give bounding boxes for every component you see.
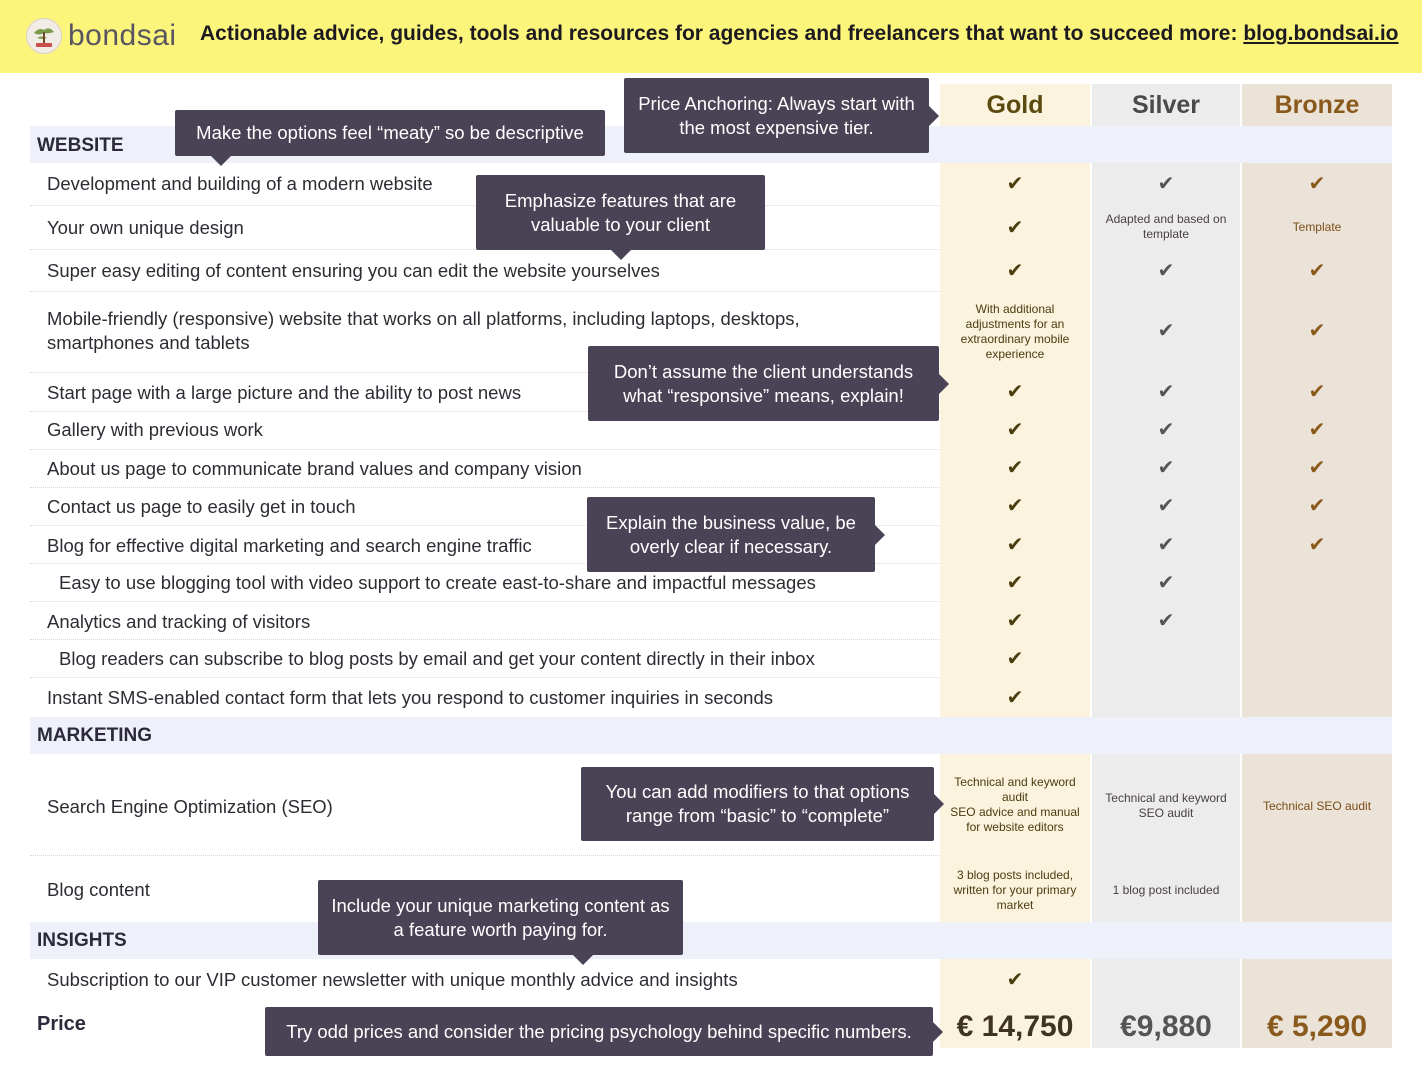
silver-note: Technical and keyword SEO audit (1105, 791, 1227, 820)
callout-business-value: Explain the business value, be overly clear if necessary. (587, 497, 875, 572)
bronze-check-icon: ✔ (1308, 533, 1326, 556)
silver-note: Adapted and based on template (1105, 212, 1227, 241)
feature-label: Easy to use blogging tool with video support to create east-to-share and impactful messages (59, 572, 816, 593)
tier-header-bronze: Bronze (1274, 91, 1360, 119)
bronze-note: Technical SEO audit (1262, 798, 1372, 813)
gold-check-icon: ✔ (1006, 533, 1024, 556)
gold-check-icon: ✔ (1006, 172, 1024, 195)
silver-price: €9,880 (1120, 1010, 1212, 1043)
silver-check-icon: ✔ (1157, 319, 1175, 342)
row-divider (30, 677, 940, 678)
feature-label: Instant SMS-enabled contact form that lets you respond to customer inquiries in seconds (47, 687, 773, 708)
feature-label: Search Engine Optimization (SEO) (47, 796, 333, 817)
gold-check-icon: ✔ (1006, 216, 1024, 239)
row-divider (30, 291, 940, 292)
callout-modifiers: You can add modifiers to that options range from “basic” to “complete” (581, 767, 934, 841)
gold-check-icon: ✔ (1006, 609, 1024, 632)
gold-check-icon: ✔ (1006, 571, 1024, 594)
tagline-text: Actionable advice, guides, tools and resources for agencies and freelancers that want to succeed more: (200, 22, 1244, 45)
bronze-note: Template (1292, 219, 1342, 234)
row-divider (30, 639, 940, 640)
logo-wordmark: bondsai (68, 19, 177, 52)
bronze-check-icon: ✔ (1308, 319, 1326, 342)
silver-check-icon: ✔ (1157, 494, 1175, 517)
silver-check-icon: ✔ (1157, 172, 1175, 195)
price-label: Price (37, 1013, 86, 1035)
feature-label: Subscription to our VIP customer newsletter with unique monthly advice and insights (47, 969, 738, 990)
insights-section-band (30, 922, 1392, 959)
bronze-price: € 5,290 (1266, 1010, 1368, 1043)
bondsai-logo[interactable] (26, 16, 177, 56)
callout-price-anchoring: Price Anchoring: Always start with the most expensive tier. (624, 78, 929, 153)
gold-note: 3 blog posts included, written for your primary market (953, 867, 1077, 912)
gold-note: Technical and keyword audit SEO advice and manual for website editors (950, 775, 1080, 834)
bronze-check-icon: ✔ (1308, 259, 1326, 282)
row-divider (30, 487, 940, 488)
feature-label: About us page to communicate brand values and company vision (47, 458, 582, 479)
callout-emphasize: Emphasize features that are valuable to your client (476, 175, 765, 250)
feature-label: Development and building of a modern website (47, 173, 433, 194)
feature-label: Your own unique design (47, 217, 244, 238)
gold-check-icon: ✔ (1006, 418, 1024, 441)
gold-note: With additional adjustments for an extraordinary mobile experience (960, 302, 1070, 361)
silver-check-icon: ✔ (1157, 380, 1175, 403)
gold-check-icon: ✔ (1006, 686, 1024, 709)
feature-label: Gallery with previous work (47, 419, 263, 440)
gold-price: € 14,750 (956, 1010, 1074, 1043)
feature-label: Start page with a large picture and the ability to post news (47, 382, 522, 403)
feature-label: Analytics and tracking of visitors (47, 611, 311, 632)
callout-odd-prices: Try odd prices and consider the pricing psychology behind specific numbers. (265, 1007, 933, 1056)
bronze-check-icon: ✔ (1308, 418, 1326, 441)
callout-unique-content: Include your unique marketing content as a feature worth paying for. (318, 880, 683, 955)
feature-label: Blog readers can subscribe to blog posts by email and get your content directly in their inbox (59, 648, 815, 669)
gold-check-icon: ✔ (1006, 456, 1024, 479)
silver-check-icon: ✔ (1157, 259, 1175, 282)
gold-check-icon: ✔ (1006, 494, 1024, 517)
silver-check-icon: ✔ (1157, 456, 1175, 479)
bonsai-tree-icon (26, 18, 62, 54)
feature-label: Blog for effective digital marketing and search engine traffic (47, 535, 532, 556)
blog-link[interactable]: blog.bondsai.io (1243, 22, 1399, 45)
tier-header-silver: Silver (1131, 91, 1201, 119)
bronze-check-icon: ✔ (1308, 380, 1326, 403)
silver-check-icon: ✔ (1157, 418, 1175, 441)
silver-check-icon: ✔ (1157, 571, 1175, 594)
feature-label: Mobile-friendly (responsive) website that works on all platforms, including laptops, desktops, (47, 308, 800, 329)
section-title-marketing: MARKETING (37, 725, 153, 746)
marketing-section-band (30, 717, 1392, 754)
feature-label-line2: smartphones and tablets (47, 332, 250, 353)
row-divider (30, 855, 940, 856)
feature-label: Blog content (47, 879, 150, 900)
gold-check-icon: ✔ (1006, 380, 1024, 403)
gold-check-icon: ✔ (1006, 647, 1024, 670)
silver-check-icon: ✔ (1157, 533, 1175, 556)
callout-meaty: Make the options feel “meaty” so be descriptive (175, 110, 605, 156)
banner-tagline (200, 22, 1398, 46)
bronze-check-icon: ✔ (1308, 456, 1326, 479)
feature-label: Contact us page to easily get in touch (47, 496, 356, 517)
section-title-website: WEBSITE (37, 135, 124, 156)
gold-check-icon: ✔ (1006, 968, 1024, 991)
top-banner (0, 0, 1422, 73)
section-title-insights: INSIGHTS (37, 930, 127, 951)
bronze-check-icon: ✔ (1308, 494, 1326, 517)
row-divider (30, 449, 940, 450)
silver-note: 1 blog post included (1112, 882, 1220, 897)
callout-responsive: Don’t assume the client understands what “responsive” means, explain! (588, 346, 939, 421)
silver-check-icon: ✔ (1157, 609, 1175, 632)
row-divider (30, 601, 940, 602)
tier-header-gold: Gold (986, 91, 1044, 119)
feature-label: Super easy editing of content ensuring you can edit the website yourselves (47, 260, 660, 281)
bronze-check-icon: ✔ (1308, 172, 1326, 195)
gold-check-icon: ✔ (1006, 259, 1024, 282)
